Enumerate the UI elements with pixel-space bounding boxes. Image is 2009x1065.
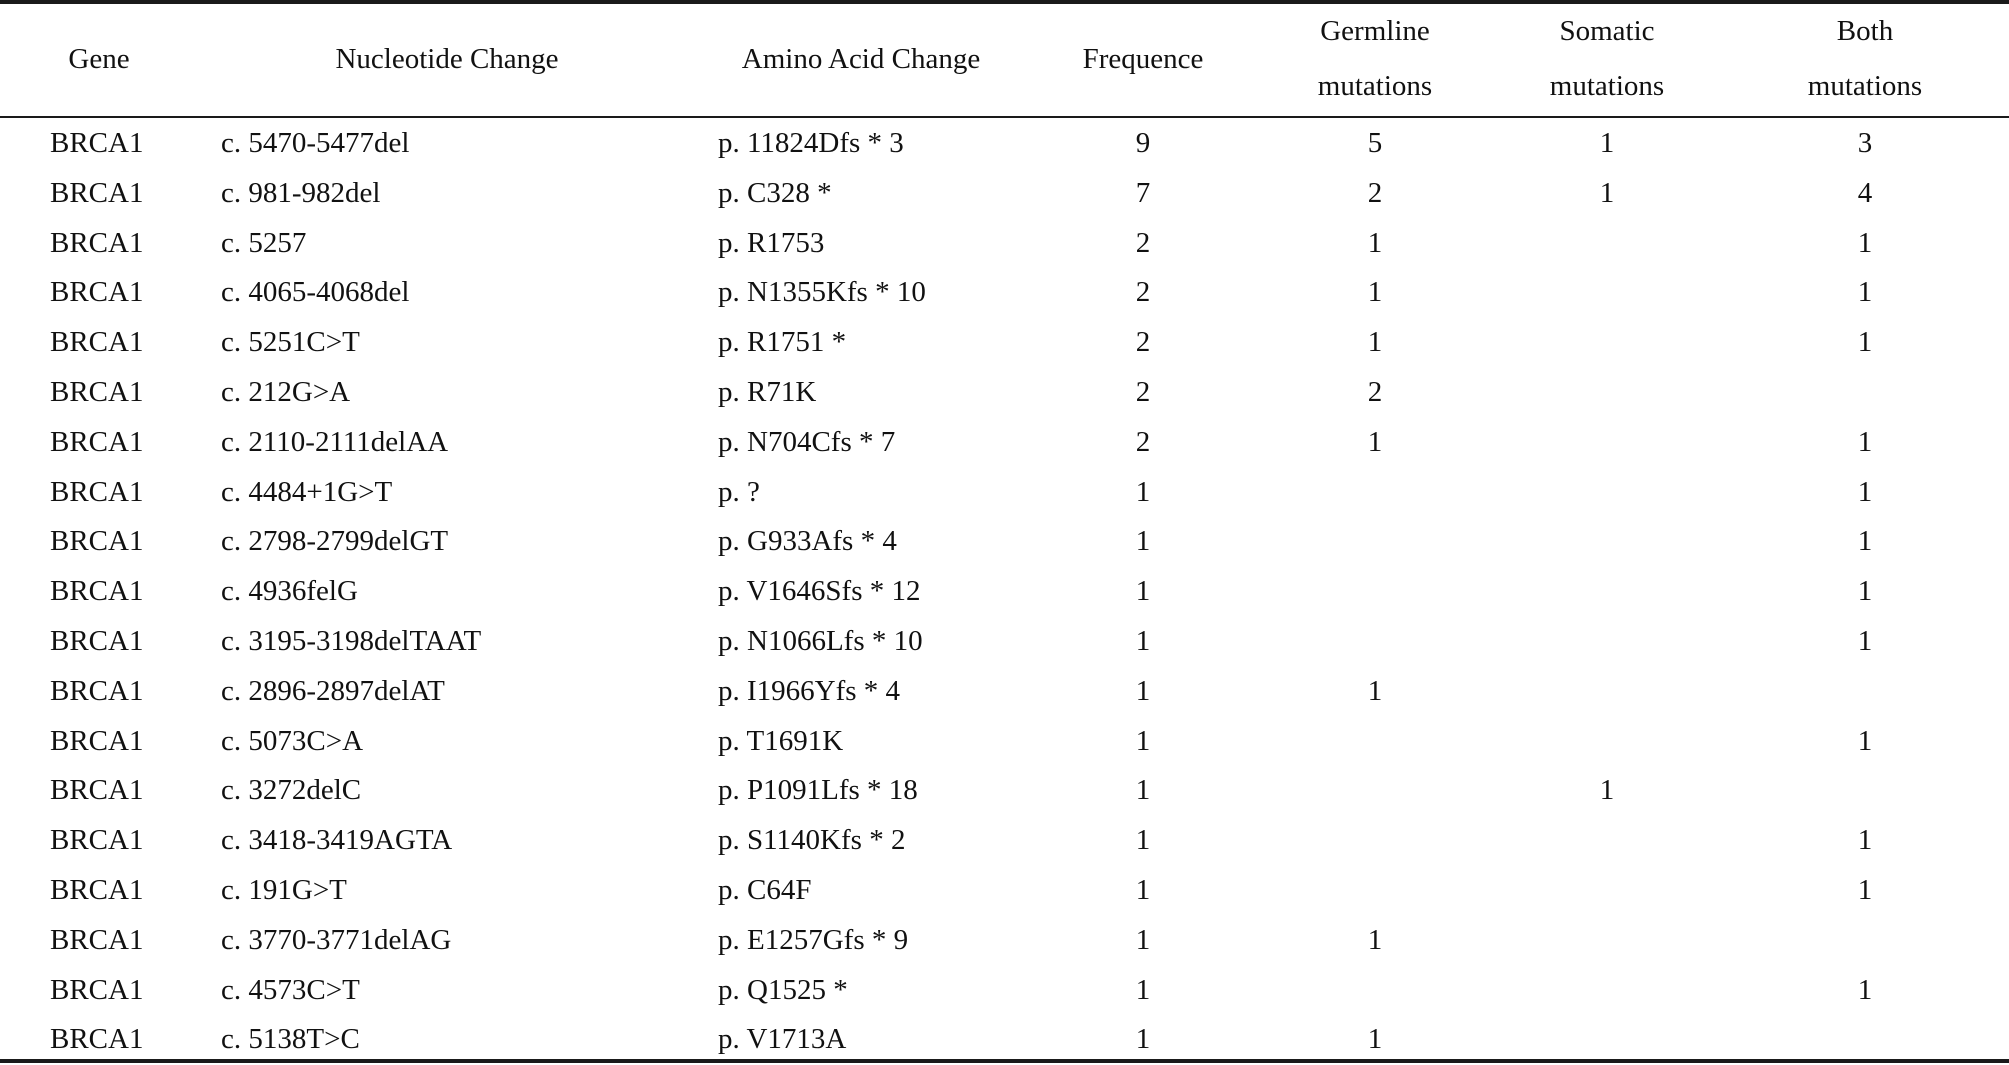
cell-both: 1 (1857, 525, 1873, 558)
cell-amino: p. ? (718, 475, 760, 508)
cell-frequence: 2 (1135, 276, 1151, 309)
header-germline-line2: mutations (1317, 70, 1433, 102)
cell-gene: BRCA1 (50, 1023, 144, 1056)
cell-nucleotide: c. 3418-3419AGTA (221, 824, 453, 857)
cell-amino: p. V1646Sfs * 12 (718, 575, 921, 608)
cell-amino: p. R1753 (718, 226, 825, 259)
cell-frequence: 1 (1135, 923, 1151, 956)
cell-somatic: 1 (1599, 176, 1615, 209)
cell-frequence: 1 (1135, 525, 1151, 558)
cell-both: 1 (1857, 276, 1873, 309)
cell-gene: BRCA1 (50, 923, 144, 956)
header-both-line1: Both (1836, 15, 1894, 47)
cell-nucleotide: c. 4936felG (221, 575, 358, 608)
table-row (0, 267, 2009, 317)
header-somatic-line1: Somatic (1559, 15, 1655, 47)
cell-frequence: 1 (1135, 874, 1151, 906)
cell-nucleotide: c. 4065-4068del (221, 276, 410, 309)
cell-nucleotide: c. 5073C>A (221, 724, 364, 757)
cell-amino: p. C64F (718, 874, 812, 906)
cell-amino: p. S1140Kfs * 2 (718, 824, 906, 857)
header-frequence: Frequence (1082, 43, 1204, 75)
table-row (0, 965, 2009, 1015)
cell-gene: BRCA1 (50, 674, 144, 707)
cell-amino: p. P1091Lfs * 18 (718, 774, 918, 807)
cell-both: 1 (1857, 575, 1873, 608)
cell-both: 1 (1857, 425, 1873, 458)
cell-germline: 1 (1367, 276, 1383, 309)
cell-gene: BRCA1 (50, 824, 144, 857)
header-germline-line1: Germline (1320, 15, 1430, 47)
cell-somatic: 1 (1599, 774, 1615, 807)
cell-nucleotide: c. 5470-5477del (221, 127, 410, 159)
cell-amino: p. N704Cfs * 7 (718, 425, 896, 458)
cell-amino: p. C328 * (718, 176, 832, 209)
cell-both: 1 (1857, 625, 1873, 657)
cell-gene: BRCA1 (50, 376, 144, 408)
table-row (0, 666, 2009, 716)
table-row (0, 815, 2009, 865)
cell-nucleotide: c. 3770-3771delAG (221, 923, 452, 956)
cell-amino: p. N1066Lfs * 10 (718, 625, 923, 657)
cell-frequence: 1 (1135, 973, 1151, 1006)
header-nucleotide-change: Nucleotide Change (335, 43, 559, 75)
cell-both: 1 (1857, 824, 1873, 857)
cell-gene: BRCA1 (50, 973, 144, 1006)
cell-germline: 1 (1367, 226, 1383, 259)
cell-frequence: 2 (1135, 326, 1151, 359)
table-row (0, 1014, 2009, 1064)
cell-germline: 2 (1367, 376, 1383, 408)
cell-amino: p. Q1525 * (718, 973, 848, 1006)
cell-gene: BRCA1 (50, 276, 144, 309)
cell-germline: 1 (1367, 674, 1383, 707)
cell-gene: BRCA1 (50, 226, 144, 259)
cell-gene: BRCA1 (50, 525, 144, 558)
cell-frequence: 2 (1135, 425, 1151, 458)
cell-frequence: 9 (1135, 127, 1151, 159)
cell-frequence: 1 (1135, 625, 1151, 657)
table-row (0, 865, 2009, 915)
cell-frequence: 1 (1135, 575, 1151, 608)
cell-germline: 1 (1367, 1023, 1383, 1056)
cell-germline: 2 (1367, 176, 1383, 209)
table-row (0, 118, 2009, 168)
header-both-mutations (1808, 4, 1922, 114)
table-row (0, 765, 2009, 815)
cell-amino: p. E1257Gfs * 9 (718, 923, 909, 956)
cell-gene: BRCA1 (50, 475, 144, 508)
cell-both: 1 (1857, 226, 1873, 259)
cell-amino: p. R1751 * (718, 326, 847, 359)
cell-amino: p. I1966Yfs * 4 (718, 674, 901, 707)
cell-gene: BRCA1 (50, 724, 144, 757)
table-row (0, 168, 2009, 218)
cell-frequence: 7 (1135, 176, 1151, 209)
cell-gene: BRCA1 (50, 127, 144, 159)
cell-nucleotide: c. 3272delC (221, 774, 362, 807)
table-row (0, 716, 2009, 766)
cell-nucleotide: c. 5257 (221, 226, 307, 259)
cell-frequence: 1 (1135, 774, 1151, 807)
cell-nucleotide: c. 3195-3198delTAAT (221, 625, 482, 657)
cell-nucleotide: c. 5251C>T (221, 326, 360, 359)
cell-germline: 1 (1367, 923, 1383, 956)
cell-frequence: 1 (1135, 674, 1151, 707)
cell-nucleotide: c. 2110-2111delAA (221, 425, 449, 458)
cell-germline: 5 (1367, 127, 1383, 159)
cell-amino: p. G933Afs * 4 (718, 525, 897, 558)
cell-both: 1 (1857, 326, 1873, 359)
cell-amino: p. N1355Kfs * 10 (718, 276, 926, 309)
cell-gene: BRCA1 (50, 774, 144, 807)
cell-amino: p. 11824Dfs * 3 (718, 127, 904, 159)
cell-amino: p. R71K (718, 376, 817, 408)
table-row (0, 218, 2009, 268)
cell-both: 3 (1857, 127, 1873, 159)
header-germline-mutations (1318, 4, 1432, 114)
header-amino-acid-change: Amino Acid Change (741, 43, 981, 75)
cell-nucleotide: c. 2798-2799delGT (221, 525, 449, 558)
cell-both: 4 (1857, 176, 1873, 209)
table-row (0, 467, 2009, 517)
cell-somatic: 1 (1599, 127, 1615, 159)
cell-gene: BRCA1 (50, 425, 144, 458)
cell-amino: p. T1691K (718, 724, 844, 757)
table-row (0, 317, 2009, 367)
table-row (0, 915, 2009, 965)
cell-nucleotide: c. 5138T>C (221, 1023, 360, 1056)
cell-nucleotide: c. 212G>A (221, 376, 351, 408)
top-rule (0, 0, 2009, 4)
table-row (0, 417, 2009, 467)
cell-nucleotide: c. 4573C>T (221, 973, 360, 1006)
header-both-line2: mutations (1807, 70, 1923, 102)
header-somatic-mutations (1550, 4, 1664, 114)
cell-frequence: 1 (1135, 824, 1151, 857)
cell-nucleotide: c. 2896-2897delAT (221, 674, 445, 707)
cell-both: 1 (1857, 874, 1873, 906)
table-row (0, 616, 2009, 666)
cell-germline: 1 (1367, 425, 1383, 458)
cell-gene: BRCA1 (50, 625, 144, 657)
cell-nucleotide: c. 981-982del (221, 176, 381, 209)
cell-frequence: 1 (1135, 724, 1151, 757)
header-somatic-line2: mutations (1549, 70, 1665, 102)
cell-nucleotide: c. 4484+1G>T (221, 475, 393, 508)
table-row (0, 367, 2009, 417)
cell-frequence: 1 (1135, 475, 1151, 508)
cell-germline: 1 (1367, 326, 1383, 359)
cell-both: 1 (1857, 475, 1873, 508)
cell-frequence: 2 (1135, 226, 1151, 259)
cell-frequence: 2 (1135, 376, 1151, 408)
cell-nucleotide: c. 191G>T (221, 874, 347, 906)
cell-gene: BRCA1 (50, 326, 144, 359)
cell-frequence: 1 (1135, 1023, 1151, 1056)
table-row (0, 516, 2009, 566)
bottom-rule (0, 1059, 2009, 1063)
cell-both: 1 (1857, 724, 1873, 757)
cell-gene: BRCA1 (50, 176, 144, 209)
cell-gene: BRCA1 (50, 575, 144, 608)
header-gene: Gene (68, 43, 130, 75)
cell-both: 1 (1857, 973, 1873, 1006)
cell-gene: BRCA1 (50, 874, 144, 906)
cell-amino: p. V1713A (718, 1023, 847, 1056)
table-row (0, 566, 2009, 616)
